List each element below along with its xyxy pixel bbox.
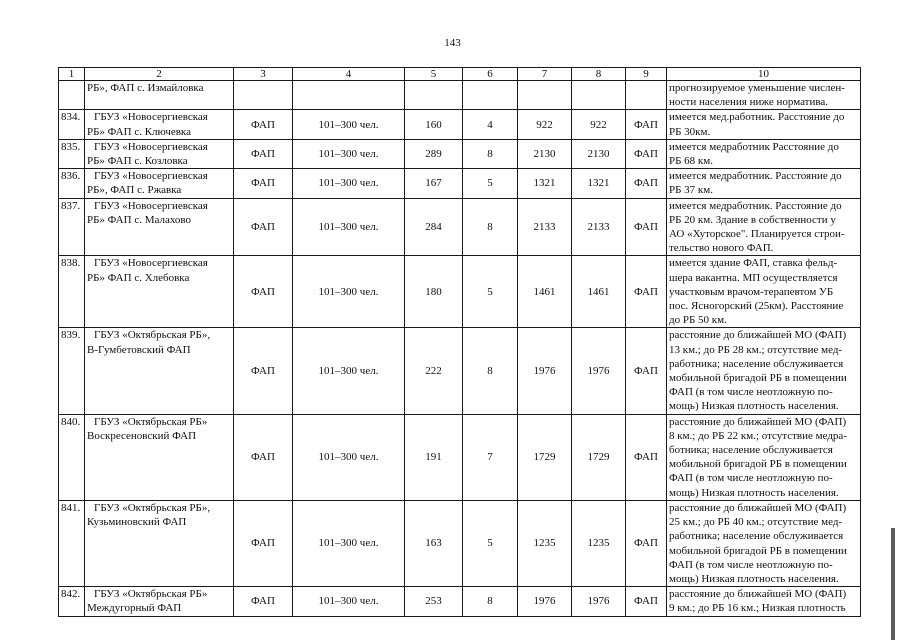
note-line: мощь) Низкая плотность населения. (669, 486, 839, 499)
planned-type-cell: ФАП (626, 256, 667, 328)
value-cell-8: 1461 (572, 256, 626, 328)
facility-name-line: РБ» ФАП с. Ключевка (87, 125, 191, 138)
note-line: имеется медработник. Расстояние до (669, 199, 842, 212)
facility-name-line: РБ» ФАП с. Малахово (87, 213, 192, 226)
table-row (59, 169, 861, 198)
facility-name-cell (85, 110, 234, 139)
note-line: расстояние до ближайшей МО (ФАП) (669, 415, 847, 428)
header-cell: 7 (518, 68, 572, 81)
value-cell-8: 1321 (572, 169, 626, 198)
note-line: РБ 68 км. (669, 155, 713, 168)
facility-name-cell (85, 500, 234, 586)
value-cell-5: 191 (405, 414, 463, 500)
note-cell (667, 169, 861, 198)
note-line: мобильной бригадой РБ в помещении (669, 544, 847, 557)
note-cell (667, 500, 861, 586)
note-line: РБ 37 км. (669, 184, 713, 197)
value-cell-7 (518, 81, 572, 110)
facility-name-line: ГБУЗ «Новосергиевская (94, 199, 208, 212)
planned-type-cell: ФАП (626, 110, 667, 139)
value-cell-8: 1729 (572, 414, 626, 500)
planned-type-cell: ФАП (626, 198, 667, 256)
population-range-cell: 101–300 чел. (293, 500, 405, 586)
facility-name-line: ГБУЗ «Новосергиевская (94, 140, 208, 153)
row-number-cell: 835. (59, 139, 85, 168)
note-line: расстояние до ближайшей МО (ФАП) (669, 501, 847, 514)
facility-name-line: ГБУЗ «Новосергиевская (94, 257, 208, 270)
header-row (59, 68, 861, 81)
table-row (59, 139, 861, 168)
facility-name-cell (85, 414, 234, 500)
value-cell-8 (572, 81, 626, 110)
table-row (59, 414, 861, 500)
table-row (59, 110, 861, 139)
value-cell-8: 1976 (572, 587, 626, 616)
value-cell-8: 2130 (572, 139, 626, 168)
value-cell-5 (405, 81, 463, 110)
value-cell-6: 4 (463, 110, 518, 139)
value-cell-5: 167 (405, 169, 463, 198)
population-range-cell: 101–300 чел. (293, 328, 405, 414)
row-number-cell (59, 81, 85, 110)
population-range-cell: 101–300 чел. (293, 139, 405, 168)
value-cell-7: 1461 (518, 256, 572, 328)
note-cell (667, 110, 861, 139)
row-number-cell: 836. (59, 169, 85, 198)
table-row (59, 587, 861, 616)
header-cell: 4 (293, 68, 405, 81)
facility-name-line: РБ» ФАП с. Козловка (87, 155, 188, 168)
value-cell-6: 8 (463, 328, 518, 414)
note-line: имеется медработник. Расстояние до (669, 170, 842, 183)
row-number-cell: 837. (59, 198, 85, 256)
facility-name-cell (85, 198, 234, 256)
population-range-cell: 101–300 чел. (293, 169, 405, 198)
facilities-table (58, 67, 861, 617)
population-range-cell: 101–300 чел. (293, 587, 405, 616)
value-cell-8: 1235 (572, 500, 626, 586)
note-cell (667, 414, 861, 500)
note-line: имеется медработник Расстояние до (669, 140, 839, 153)
note-line: работника; население обслуживается (669, 530, 844, 543)
note-line: ФАП (в том числе неотложную по- (669, 558, 833, 571)
row-number-cell: 839. (59, 328, 85, 414)
facility-type-cell: ФАП (234, 587, 293, 616)
note-line: РБ 30км. (669, 125, 711, 138)
header-cell: 3 (234, 68, 293, 81)
planned-type-cell: ФАП (626, 139, 667, 168)
note-cell (667, 328, 861, 414)
note-line: 13 км.; до РБ 28 км.; отсутствие мед- (669, 343, 843, 356)
value-cell-6: 5 (463, 169, 518, 198)
value-cell-5: 180 (405, 256, 463, 328)
facility-type-cell: ФАП (234, 256, 293, 328)
note-line: прогнозируемое уменьшение числен- (669, 82, 845, 94)
facility-name-line: Воскресеновский ФАП (87, 429, 197, 442)
planned-type-cell: ФАП (626, 328, 667, 414)
value-cell-6: 5 (463, 500, 518, 586)
value-cell-7: 922 (518, 110, 572, 139)
value-cell-7: 1976 (518, 587, 572, 616)
note-cell (667, 256, 861, 328)
note-line: расстояние до ближайшей МО (ФАП) (669, 329, 847, 342)
value-cell-7: 1729 (518, 414, 572, 500)
value-cell-7: 1321 (518, 169, 572, 198)
value-cell-7: 1235 (518, 500, 572, 586)
note-line: РБ 20 км. Здание в собственности у (669, 213, 836, 226)
note-line: тельство нового ФАП. (669, 242, 774, 255)
header-cell: 2 (85, 68, 234, 81)
note-line: мобильной бригадой РБ в помещении (669, 372, 847, 385)
planned-type-cell: ФАП (626, 500, 667, 586)
note-cell (667, 139, 861, 168)
facility-name-cell (85, 256, 234, 328)
note-line: ФАП (в том числе неотложную по- (669, 386, 833, 399)
note-line: ботника; население обслуживается (669, 444, 833, 457)
population-range-cell: 101–300 чел. (293, 198, 405, 256)
population-range-cell (293, 81, 405, 110)
facility-type-cell: ФАП (234, 110, 293, 139)
facility-name-line: Кузьминовский ФАП (87, 516, 187, 529)
facility-name-line: ГБУЗ «Новосергиевская (94, 170, 208, 183)
value-cell-6: 8 (463, 198, 518, 256)
note-cell (667, 198, 861, 256)
row-number-cell: 834. (59, 110, 85, 139)
note-line: ности населения ниже норматива. (669, 96, 829, 109)
note-line: мощь) Низкая плотность населения. (669, 400, 839, 413)
note-line: шера вакантна. МП осуществляется (669, 271, 838, 284)
facility-name-cell (85, 169, 234, 198)
facility-name-line: ГБУЗ «Октябрьская РБ» (94, 588, 208, 601)
scan-edge-mark (891, 528, 895, 640)
value-cell-7: 2130 (518, 139, 572, 168)
row-number-cell: 841. (59, 500, 85, 586)
facility-name-line: РБ», ФАП с. Измайловка (87, 82, 204, 94)
facility-name-line: Междугорный ФАП (87, 602, 182, 615)
facility-name-line: РБ» ФАП с. Хлебовка (87, 271, 190, 284)
note-line: мобильной бригадой РБ в помещении (669, 458, 847, 471)
facility-type-cell: ФАП (234, 198, 293, 256)
facility-name-line: РБ», ФАП с. Ржавка (87, 184, 182, 197)
facility-name-line: В-Гумбетовский ФАП (87, 343, 191, 356)
value-cell-8: 922 (572, 110, 626, 139)
value-cell-5: 160 (405, 110, 463, 139)
note-cell (667, 81, 861, 110)
note-line: 25 км.; до РБ 40 км.; отсутствие мед- (669, 516, 843, 529)
value-cell-5: 163 (405, 500, 463, 586)
page-number: 143 (444, 37, 461, 49)
facility-type-cell: ФАП (234, 169, 293, 198)
planned-type-cell (626, 81, 667, 110)
value-cell-6: 7 (463, 414, 518, 500)
note-line: расстояние до ближайшей МО (ФАП) (669, 588, 847, 601)
table-row (59, 500, 861, 586)
row-number-cell: 842. (59, 587, 85, 616)
value-cell-6: 8 (463, 587, 518, 616)
note-line: АО «Хуторское". Планируется строи- (669, 228, 845, 241)
planned-type-cell: ФАП (626, 587, 667, 616)
value-cell-6: 5 (463, 256, 518, 328)
facility-type-cell: ФАП (234, 500, 293, 586)
row-number-cell: 838. (59, 256, 85, 328)
value-cell-6: 8 (463, 139, 518, 168)
planned-type-cell: ФАП (626, 169, 667, 198)
population-range-cell: 101–300 чел. (293, 256, 405, 328)
value-cell-7: 2133 (518, 198, 572, 256)
facility-name-cell (85, 328, 234, 414)
value-cell-5: 222 (405, 328, 463, 414)
facility-name-line: ГБУЗ «Октябрьская РБ» (94, 415, 208, 428)
facility-name-cell (85, 587, 234, 616)
population-range-cell: 101–300 чел. (293, 414, 405, 500)
facility-type-cell: ФАП (234, 414, 293, 500)
value-cell-5: 289 (405, 139, 463, 168)
table-row (59, 256, 861, 328)
facility-name-line: ГБУЗ «Октябрьская РБ», (94, 501, 211, 514)
note-cell (667, 587, 861, 616)
header-cell: 9 (626, 68, 667, 81)
note-line: имеется мед.работник. Расстояние до (669, 111, 845, 124)
note-line: имеется здание ФАП, ставка фельд- (669, 257, 838, 270)
value-cell-8: 2133 (572, 198, 626, 256)
facility-type-cell: ФАП (234, 139, 293, 168)
table-row (59, 198, 861, 256)
facility-name-line: ГБУЗ «Новосергиевская (94, 111, 208, 124)
header-cell: 10 (667, 68, 861, 81)
value-cell-5: 284 (405, 198, 463, 256)
header-cell: 5 (405, 68, 463, 81)
population-range-cell: 101–300 чел. (293, 110, 405, 139)
table-row (59, 81, 861, 110)
facility-name-line: ГБУЗ «Октябрьская РБ», (94, 329, 211, 342)
header-cell: 8 (572, 68, 626, 81)
value-cell-7: 1976 (518, 328, 572, 414)
value-cell-5: 253 (405, 587, 463, 616)
note-line: мощь) Низкая плотность населения. (669, 572, 839, 585)
facility-name-cell (85, 139, 234, 168)
note-line: 9 км.; до РБ 16 км.; Низкая плотность (669, 602, 846, 615)
header-cell: 6 (463, 68, 518, 81)
note-line: пос. Ясногорский (25км). Расстояние (669, 300, 844, 313)
planned-type-cell: ФАП (626, 414, 667, 500)
note-line: до РБ 50 км. (669, 314, 727, 327)
header-cell: 1 (59, 68, 85, 81)
row-number-cell: 840. (59, 414, 85, 500)
table-row (59, 328, 861, 414)
note-line: 8 км.; до РБ 22 км.; отсутствие медра- (669, 429, 847, 442)
note-line: работника; население обслуживается (669, 357, 844, 370)
facility-name-cell (85, 81, 234, 110)
facility-type-cell: ФАП (234, 328, 293, 414)
note-line: ФАП (в том числе неотложную по- (669, 472, 833, 485)
value-cell-8: 1976 (572, 328, 626, 414)
note-line: участковым врачом-терапевтом УБ (669, 285, 834, 298)
facility-type-cell (234, 81, 293, 110)
value-cell-6 (463, 81, 518, 110)
